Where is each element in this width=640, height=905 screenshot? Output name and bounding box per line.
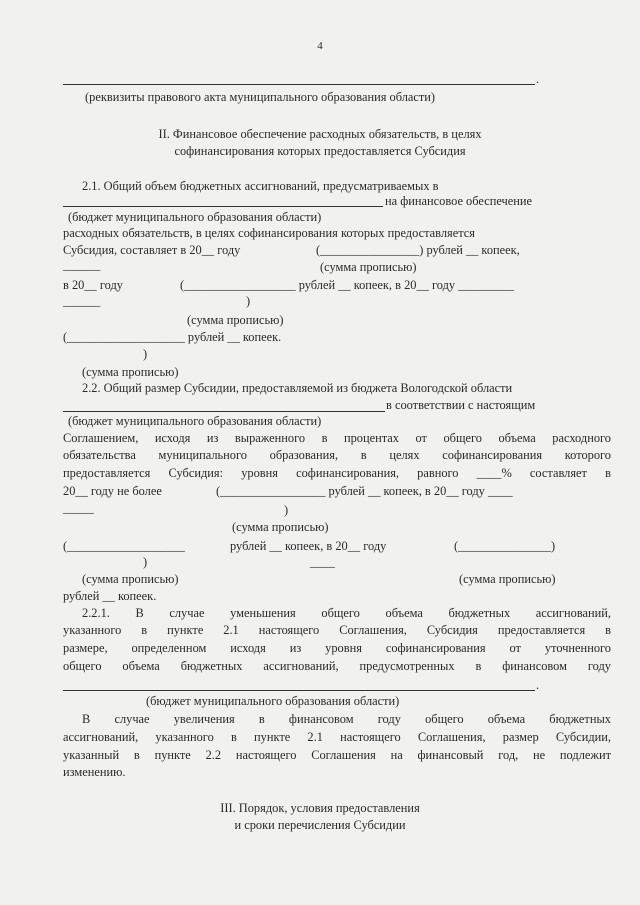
p22-line10-b: рублей __ копеек, в 20__ году <box>230 539 387 553</box>
p21-sum-caption-3: (сумма прописью) <box>82 365 179 379</box>
p22-budget-caption: (бюджет муниципального образования области) <box>68 414 322 428</box>
p21-line4: расходных обязательств, в целях софинансирования которых предоставляется <box>63 226 476 240</box>
p21-line7-b: (__________________ рублей __ копеек, в 20__ году _________ <box>180 278 514 292</box>
p22-line11-a: ) <box>143 555 148 569</box>
p21-line7-a: в 20__ году <box>63 278 123 292</box>
p22-line2-tail: в соответствии с настоящим <box>386 398 536 412</box>
p21-line6-a: ______ <box>63 258 101 272</box>
p21-line10: (___________________ рублей __ копеек. <box>63 330 282 344</box>
p221-line2: указанного в пункте 2.1 настоящего Соглашения, Субсидия предоставляется в <box>63 623 611 637</box>
p22-sum-caption-1: (сумма прописью) <box>232 520 329 534</box>
p21-sum-caption-1: (сумма прописью) <box>320 260 417 274</box>
p21-sum-caption-2: (сумма прописью) <box>187 313 284 327</box>
p21-line5-a: Субсидия, составляет в 20__ году <box>63 243 241 257</box>
p221-budget-caption: (бюджет муниципального образования области) <box>146 694 400 708</box>
section-3-title-line1: III. Порядок, условия предоставления <box>220 801 420 815</box>
section-3-title-line2: и сроки перечисления Субсидии <box>234 818 406 832</box>
p221-blank-line-dot: . <box>536 678 540 692</box>
p22-line10-c: (_______________) <box>454 539 556 553</box>
p21-line2-tail: на финансовое обеспечение <box>385 194 533 208</box>
increase-line1: В случае увеличения в финансовом году общего объема бюджетных <box>82 712 611 726</box>
p22-line1: 2.2. Общий размер Субсидии, предоставляемой из бюджета Вологодской области <box>82 381 513 395</box>
legal-act-blank-line <box>63 84 535 85</box>
blank-line-dot: . <box>536 72 540 86</box>
p22-line5: обязательства муниципального образования, в целях софинансирования которого <box>63 448 611 462</box>
p21-budget-caption: (бюджет муниципального образования области) <box>68 210 322 224</box>
legal-act-caption: (реквизиты правового акта муниципального образования области) <box>85 90 436 104</box>
p21-line5-b: (________________) рублей __ копеек, <box>316 243 520 257</box>
p21-budget-blank-line <box>63 206 383 207</box>
p221-line3: размере, определенном исходя из уровня софинансирования от уточненного <box>63 641 611 655</box>
increase-line2: ассигнований, указанного в пункте 2.1 настоящего Соглашения, размер Субсидии, <box>63 730 611 744</box>
p22-line7-b: (_________________ рублей __ копеек, в 20__ году ____ <box>216 484 513 498</box>
p22-sum-caption-3: (сумма прописью) <box>459 572 556 586</box>
section-2-title-line2: софинансирования которых предоставляется Субсидия <box>174 144 466 158</box>
p21-line1: 2.1. Общий объем бюджетных ассигнований, предусматриваемых в <box>82 179 439 193</box>
p22-sum-caption-2: (сумма прописью) <box>82 572 179 586</box>
p21-line8-b: ) <box>246 294 251 308</box>
p22-line6: предоставляется Субсидия: уровня софинансирования, равного ____% составляет в <box>63 466 611 480</box>
p22-budget-blank-line <box>63 411 385 412</box>
page-number: 4 <box>317 40 323 52</box>
increase-line4: изменению. <box>63 765 126 779</box>
p22-line4: Соглашением, исходя из выраженного в процентах от общего объема расходного <box>63 431 611 445</box>
increase-line3: указанный в пункте 2.2 настоящего Соглашения на финансовый год, не подлежит <box>63 748 611 762</box>
p221-line4: общего объема бюджетных ассигнований, предусмотренных в финансовом году <box>63 659 611 673</box>
p22-line13: рублей __ копеек. <box>63 589 157 603</box>
p22-line8-b: ) <box>284 503 289 517</box>
p221-budget-blank-line <box>63 690 535 691</box>
section-2-title-line1: II. Финансовое обеспечение расходных обязательств, в целях <box>158 127 482 141</box>
p21-line8-a: ______ <box>63 294 101 308</box>
p22-line8-a: _____ <box>63 501 94 515</box>
p22-line7-a: 20__ году не более <box>63 484 162 498</box>
p22-line11-b: ____ <box>310 555 335 569</box>
p221-line1: 2.2.1. В случае уменьшения общего объема бюджетных ассигнований, <box>82 606 611 620</box>
p21-line11: ) <box>143 347 148 361</box>
p22-line10-a: (___________________ <box>63 539 185 553</box>
